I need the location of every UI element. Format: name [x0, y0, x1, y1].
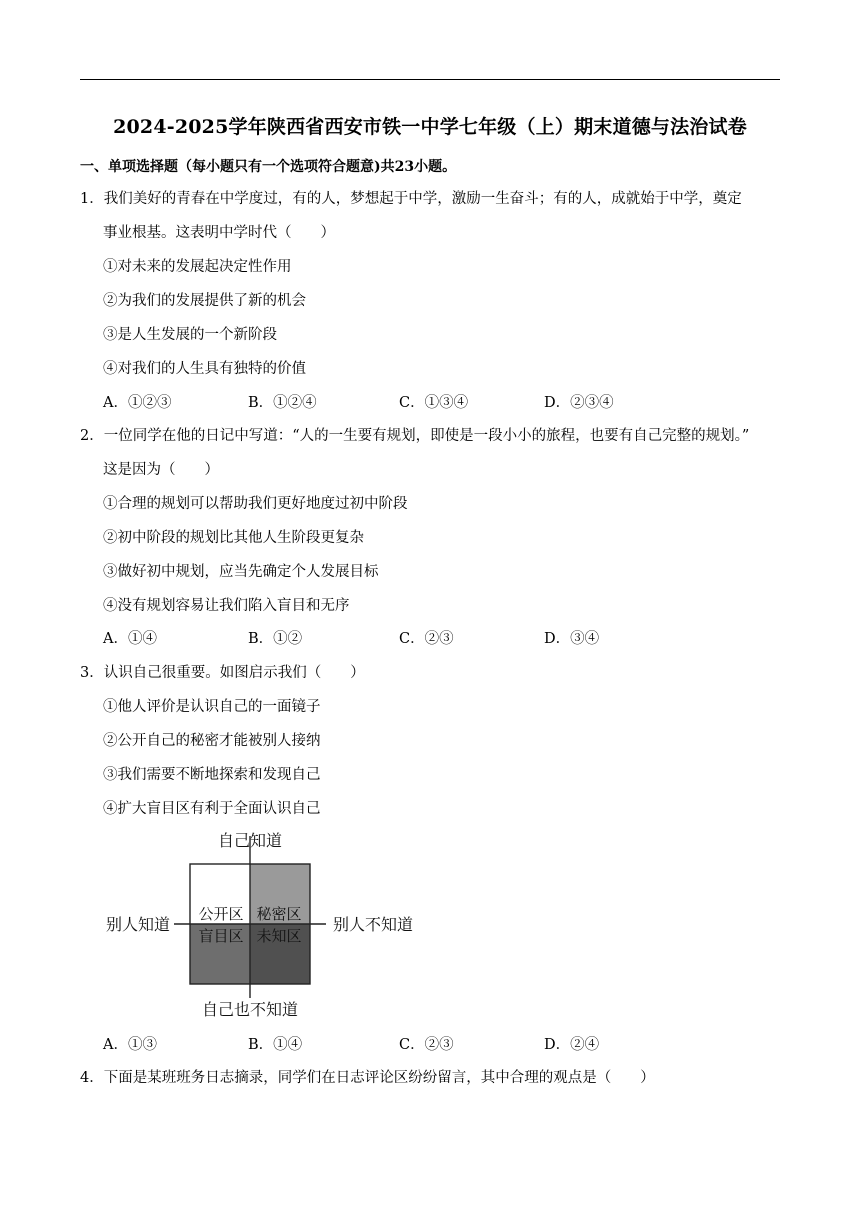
question-2-stem: 2．一位同学在他的日记中写道：“人的一生要有规划，即使是一段小小的旅程，也要有自己完整的规划。” [80, 428, 750, 444]
choice-d: D．②③④ [544, 395, 614, 411]
question-2-option-3: ③做好初中规划，应当先确定个人发展目标 [103, 564, 379, 580]
label-bottom: 自己也不知道 [201, 1000, 299, 1019]
label-top: 自己知道 [217, 831, 283, 850]
johari-window-figure [100, 822, 420, 1022]
page-title: 2024-2025学年陕西省西安市铁一中学七年级（上）期末道德与法治试卷 [113, 116, 747, 138]
label-right: 别人不知道 [332, 915, 414, 934]
question-2-option-4: ④没有规划容易让我们陷入盲目和无序 [103, 598, 350, 614]
question-2-option-2: ②初中阶段的规划比其他人生阶段更复杂 [103, 530, 364, 546]
choice-a: A．①②③ [103, 395, 172, 411]
question-3-option-1: ①他人评价是认识自己的一面镜子 [103, 699, 321, 715]
question-1-option-3: ③是人生发展的一个新阶段 [103, 327, 277, 343]
question-3-stem: 3．认识自己很重要。如图启示我们（ ） [80, 665, 365, 681]
question-2-stem-cont: 这是因为（ ） [103, 462, 219, 478]
label-secret: 秘密区 [256, 905, 302, 923]
question-3-option-3: ③我们需要不断地探索和发现自己 [103, 767, 321, 783]
label-blind: 盲目区 [198, 927, 244, 945]
choice-d: D．③④ [544, 631, 600, 647]
choice-a: A．①④ [103, 631, 157, 647]
question-1-option-2: ②为我们的发展提供了新的机会 [103, 293, 306, 309]
choice-c: C．②③ [399, 631, 454, 647]
label-open: 公开区 [198, 905, 244, 923]
choice-b: B．①② [248, 631, 303, 647]
question-4-stem: 4．下面是某班班务日志摘录，同学们在日志评论区纷纷留言，其中合理的观点是（ ） [80, 1070, 655, 1086]
question-1-option-4: ④对我们的人生具有独特的价值 [103, 361, 306, 377]
choice-b: B．①②④ [248, 395, 317, 411]
question-2-option-1: ①合理的规划可以帮助我们更好地度过初中阶段 [103, 496, 408, 512]
label-unknown: 未知区 [256, 927, 302, 945]
choice-c: C．②③ [399, 1037, 454, 1053]
top-rule [80, 79, 780, 80]
question-3-option-4: ④扩大盲目区有利于全面认识自己 [103, 801, 321, 817]
question-1-stem-cont: 事业根基。这表明中学时代（ ） [103, 225, 335, 241]
choice-b: B．①④ [248, 1037, 303, 1053]
question-1-option-1: ①对未来的发展起决定性作用 [103, 259, 292, 275]
choice-a: A．①③ [103, 1037, 157, 1053]
question-1-stem: 1．我们美好的青春在中学度过，有的人，梦想起于中学，激励一生奋斗；有的人，成就始于中学，奠定 [80, 191, 742, 207]
question-3-option-2: ②公开自己的秘密才能被别人接纳 [103, 733, 321, 749]
section-heading: 一、单项选择题（每小题只有一个选项符合题意)共23小题。 [80, 159, 457, 175]
choice-d: D．②④ [544, 1037, 600, 1053]
choice-c: C．①③④ [399, 395, 469, 411]
label-left: 别人知道 [105, 915, 171, 934]
